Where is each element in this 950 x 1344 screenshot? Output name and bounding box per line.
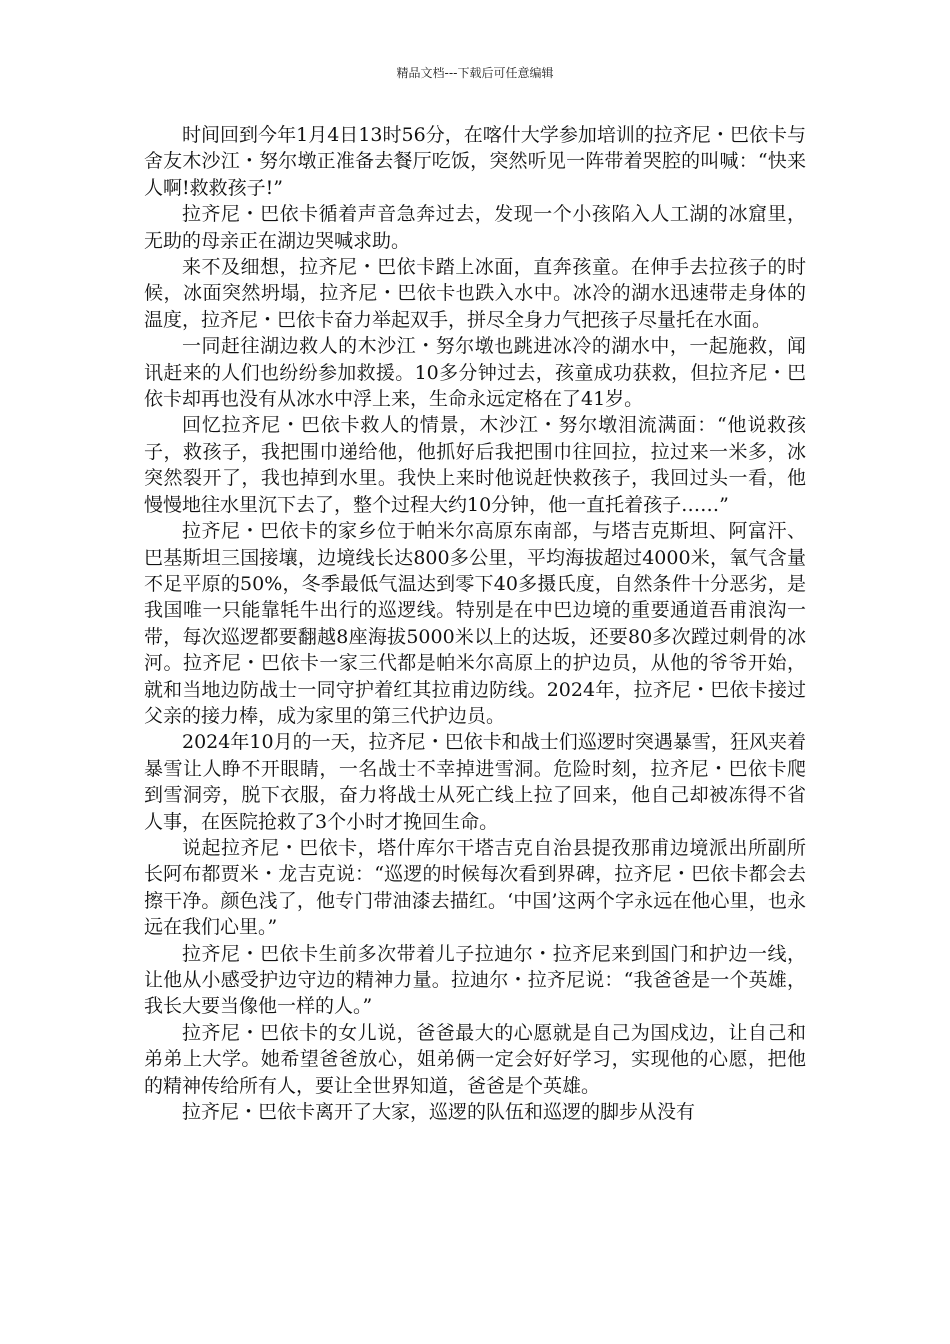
document-body	[144, 122, 806, 1125]
paragraph-recollection: 回忆拉齐尼・巴依卡救人的情景，木沙江・努尔墩泪流满面：“他说救孩子，救孩子，我把围巾递给他，他抓好后我把围巾往回拉，拉过来一米多，冰突然裂开了，我也掉到水里。我快上来时他说赶快救孩子，我回过头一看，他慢慢地往水里沉下去了，整个过程大约10分钟，他一直托着孩子……”	[144, 414, 806, 516]
paragraph-rescue-outcome: 一同赶往湖边救人的木沙江・努尔墩也跳进冰冷的湖水中，一起施救，闻讯赶来的人们也纷纷参加救援。10多分钟过去，孩童成功获救，但拉齐尼・巴依卡却再也没有从冰水中浮上来，生命永远定格在了41岁。	[144, 335, 806, 411]
paragraph-boundary-marker: 说起拉齐尼・巴依卡，塔什库尔干塔吉克自治县提孜那甫边境派出所副所长阿布都贾米・龙吉克说：“巡逻的时候每次看到界碑，拉齐尼・巴依卡都会去擦干净。颜色浅了，他专门带油漆去描红。‘中国’这两个字永远在他心里，也永远在我们心里。”	[144, 836, 806, 939]
paragraph-rescue-time: 时间回到今年1月4日13时56分，在喀什大学参加培训的拉齐尼・巴依卡与舍友木沙江・努尔墩正准备去餐厅吃饭，突然听见一阵带着哭腔的叫喊：“快来人啊!救救孩子!”	[144, 124, 806, 199]
paragraph-son: 拉齐尼・巴依卡生前多次带着儿子拉迪尔・拉齐尼来到国门和护边一线，让他从小感受护边守边的精神力量。拉迪尔・拉齐尼说：“我爸爸是一个英雄，我长大要当像他一样的人。”	[144, 942, 806, 1018]
paragraph-closing: 拉齐尼・巴依卡离开了大家，巡逻的队伍和巡逻的脚步从没有	[182, 1101, 696, 1124]
paragraph-ice-collapse: 来不及细想，拉齐尼・巴依卡踏上冰面，直奔孩童。在伸手去拉孩子的时候，冰面突然坍塌，拉齐尼・巴依卡也跌入水中。冰冷的湖水迅速带走身体的温度，拉齐尼・巴依卡奋力举起双手，拼尽全身力气把孩子尽量托在水面。	[144, 256, 806, 331]
page-header: 精品文档---下载后可任意编辑	[396, 66, 554, 80]
paragraph-hometown: 拉齐尼・巴依卡的家乡位于帕米尔高原东南部，与塔吉克斯坦、阿富汗、巴基斯坦三国接壤，边境线长达800多公里，平均海拔超过4000米，氧气含量不足平原的50%，冬季最低气温达到零下40多摄氏度，自然条件十分恶劣，是我国唯一只能靠牦牛出行的巡逻线。特别是在中巴边境的重要通道吾甫浪沟一带，每次巡逻都要翻越8座海拔5000米以上的达坂，还要80多次蹚过刺骨的冰河。拉齐尼・巴依卡一家三代都是帕米尔高原上的护边员，从他的爷爷开始，就和当地边防战士一同守护着红其拉甫边防线。2024年，拉齐尼・巴依卡接过父亲的接力棒，成为家里的第三代护边员。	[144, 520, 806, 727]
paragraph-ice-hole: 拉齐尼・巴依卡循着声音急奔过去，发现一个小孩陷入人工湖的冰窟里，无助的母亲正在湖边哭喊求助。	[144, 203, 806, 252]
paragraph-snowstorm: 2024年10月的一天，拉齐尼・巴依卡和战士们巡逻时突遇暴雪，狂风夹着暴雪让人睁不开眼睛，一名战士不幸掉进雪洞。危险时刻，拉齐尼・巴依卡爬到雪洞旁，脱下衣服，奋力将战士从死亡线上拉了回来，他自己却被冻得不省人事，在医院抢救了3个小时才挽回生命。	[144, 731, 806, 833]
paragraph-daughter: 拉齐尼・巴依卡的女儿说，爸爸最大的心愿就是自己为国戍边，让自己和弟弟上大学。她希望爸爸放心，姐弟俩一定会好好学习，实现他的心愿，把他的精神传给所有人，要让全世界知道，爸爸是个英雄。	[144, 1021, 806, 1097]
